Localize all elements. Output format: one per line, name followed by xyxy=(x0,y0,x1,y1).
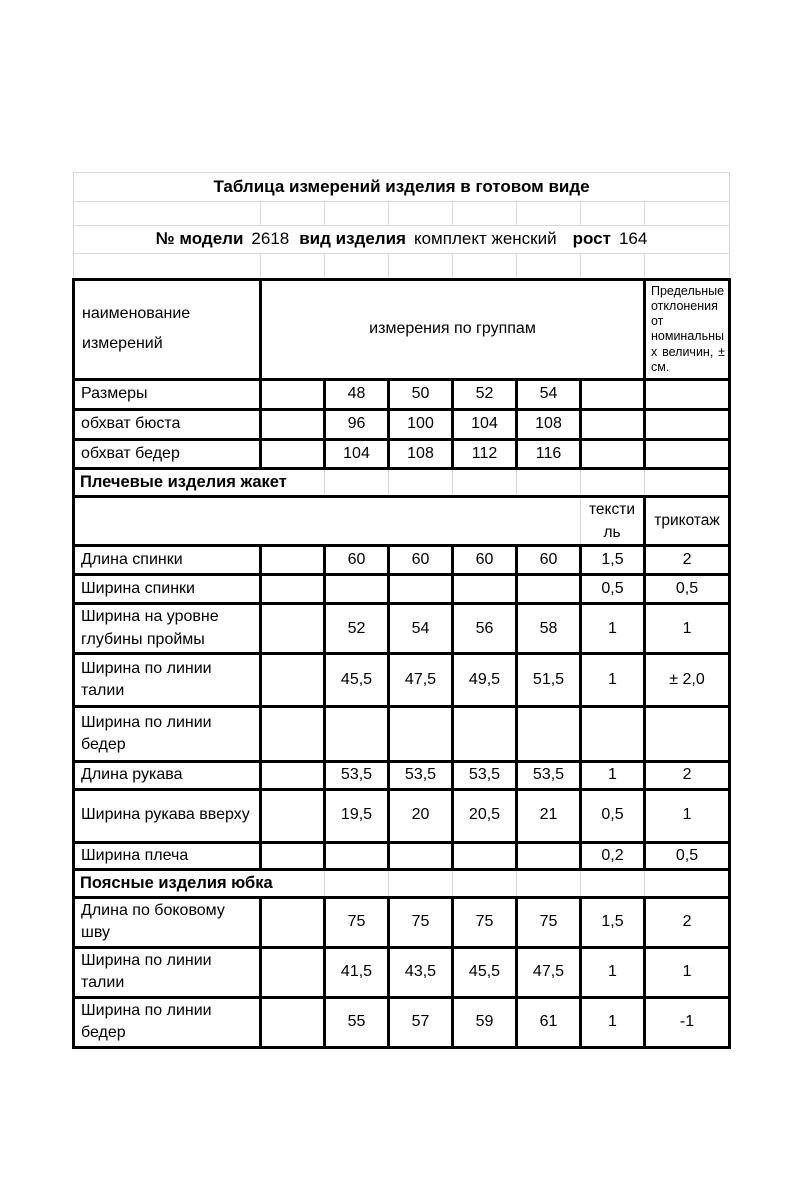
cell-value: 53,5 xyxy=(453,762,517,789)
cell-value: 43,5 xyxy=(389,947,453,997)
tolerance-knitwear: ± 2,0 xyxy=(645,654,730,707)
tolerance-knitwear: 2 xyxy=(645,762,730,789)
empty-cell xyxy=(453,869,517,897)
empty-cell xyxy=(261,762,325,789)
cell-value: 49,5 xyxy=(453,654,517,707)
tolerance-textile: 1 xyxy=(581,762,645,789)
size-value: 48 xyxy=(325,379,389,409)
tolerance-textile: 1 xyxy=(581,997,645,1047)
cell-value xyxy=(453,707,517,762)
cell-value: 75 xyxy=(325,898,389,948)
cell-value: 60 xyxy=(453,546,517,575)
empty-cell xyxy=(581,201,645,225)
height-label: рост xyxy=(572,229,611,249)
empty-cell xyxy=(261,546,325,575)
col-header-groups: измерения по группам xyxy=(261,279,645,379)
row-label: Ширина спинки xyxy=(74,575,261,604)
section-header-jacket: Плечевые изделия жакет xyxy=(74,468,325,496)
empty-cell xyxy=(645,201,730,225)
row-label: Длина рукава xyxy=(74,762,261,789)
empty-cell xyxy=(261,439,325,468)
height-value: 164 xyxy=(618,229,648,249)
spacer-row xyxy=(74,253,730,279)
cell-value: 53,5 xyxy=(325,762,389,789)
row-label: обхват бедер xyxy=(74,439,261,468)
row-label: Размеры xyxy=(74,379,261,409)
cell-value: 47,5 xyxy=(517,947,581,997)
col-header-name: наименование измерений xyxy=(74,279,261,379)
empty-cell xyxy=(581,253,645,279)
cell-value: 75 xyxy=(517,898,581,948)
tolerance-textile: 1,5 xyxy=(581,898,645,948)
empty-cell xyxy=(581,439,645,468)
product-type-label: вид изделия xyxy=(299,229,406,249)
empty-cell xyxy=(645,253,730,279)
table-row xyxy=(74,762,730,789)
cell-value: 59 xyxy=(453,997,517,1047)
empty-cell xyxy=(325,201,389,225)
product-type-value: комплект женский xyxy=(413,229,557,249)
row-label: обхват бюста xyxy=(74,409,261,439)
table-row xyxy=(74,898,730,948)
cell-value: 116 xyxy=(517,439,581,468)
tolerance-knitwear: 1 xyxy=(645,947,730,997)
row-label: Ширина рукава вверху xyxy=(74,789,261,842)
tolerance-textile: 0,5 xyxy=(581,575,645,604)
col-header-textile: текстиль xyxy=(581,496,645,546)
tolerance-textile: 1 xyxy=(581,604,645,654)
empty-cell xyxy=(325,468,389,496)
empty-cell xyxy=(325,253,389,279)
tolerance-knitwear: 1 xyxy=(645,604,730,654)
empty-cell xyxy=(645,409,730,439)
tolerance-textile xyxy=(581,707,645,762)
cell-value: 96 xyxy=(325,409,389,439)
table-row xyxy=(74,707,730,762)
cell-value xyxy=(325,707,389,762)
cell-value: 51,5 xyxy=(517,654,581,707)
empty-cell xyxy=(261,409,325,439)
cell-value: 60 xyxy=(325,546,389,575)
empty-cell xyxy=(517,201,581,225)
table-row xyxy=(74,842,730,869)
cell-value xyxy=(389,707,453,762)
col-header-tolerance: Предельные отклонения от номинальных величин, ± см. xyxy=(645,279,730,379)
empty-cell xyxy=(517,468,581,496)
cell-value xyxy=(517,707,581,762)
table-row xyxy=(74,654,730,707)
tolerance-knitwear xyxy=(645,707,730,762)
tolerance-knitwear: -1 xyxy=(645,997,730,1047)
cell-value: 60 xyxy=(389,546,453,575)
empty-cell xyxy=(261,575,325,604)
cell-value: 108 xyxy=(389,439,453,468)
empty-cell xyxy=(581,869,645,897)
cell-value xyxy=(325,575,389,604)
tolerance-knitwear: 1 xyxy=(645,789,730,842)
spacer-row xyxy=(74,201,730,225)
row-label: Ширина по линии талии xyxy=(74,947,261,997)
empty-cell xyxy=(581,409,645,439)
empty-merged-cell xyxy=(74,496,581,546)
size-value: 54 xyxy=(517,379,581,409)
empty-cell xyxy=(453,468,517,496)
model-number-value: 2618 xyxy=(251,229,290,249)
row-label: Ширина по линии талии xyxy=(74,654,261,707)
empty-cell xyxy=(581,468,645,496)
empty-cell xyxy=(261,947,325,997)
cell-value: 21 xyxy=(517,789,581,842)
empty-cell xyxy=(261,707,325,762)
empty-cell xyxy=(389,869,453,897)
tolerance-textile: 1 xyxy=(581,654,645,707)
empty-cell xyxy=(645,379,730,409)
cell-value: 53,5 xyxy=(389,762,453,789)
table-row xyxy=(74,546,730,575)
tolerance-textile: 0,2 xyxy=(581,842,645,869)
cell-value: 55 xyxy=(325,997,389,1047)
cell-value: 41,5 xyxy=(325,947,389,997)
empty-cell xyxy=(581,379,645,409)
cell-value xyxy=(389,575,453,604)
empty-cell xyxy=(261,997,325,1047)
empty-cell xyxy=(389,201,453,225)
row-label: Ширина на уровне глубины проймы xyxy=(74,604,261,654)
empty-cell xyxy=(389,468,453,496)
empty-cell xyxy=(325,869,389,897)
empty-cell xyxy=(453,253,517,279)
cell-value: 56 xyxy=(453,604,517,654)
table-title: Таблица измерений изделия в готовом виде xyxy=(74,173,730,202)
table-row xyxy=(74,439,730,468)
row-label: Ширина плеча xyxy=(74,842,261,869)
cell-value: 75 xyxy=(389,898,453,948)
tolerance-textile: 1,5 xyxy=(581,546,645,575)
row-label: Длина по боковому шву xyxy=(74,898,261,948)
cell-value xyxy=(325,842,389,869)
cell-value xyxy=(453,842,517,869)
empty-cell xyxy=(261,253,325,279)
empty-cell xyxy=(261,604,325,654)
cell-value: 47,5 xyxy=(389,654,453,707)
size-value: 52 xyxy=(453,379,517,409)
cell-value: 58 xyxy=(517,604,581,654)
tolerance-textile: 0,5 xyxy=(581,789,645,842)
cell-value: 60 xyxy=(517,546,581,575)
cell-value: 100 xyxy=(389,409,453,439)
row-label: Длина спинки xyxy=(74,546,261,575)
empty-cell xyxy=(261,654,325,707)
empty-cell xyxy=(261,898,325,948)
model-number-label: № модели xyxy=(155,229,244,249)
section-header-skirt: Поясные изделия юбка xyxy=(74,869,325,897)
tolerance-textile: 1 xyxy=(581,947,645,997)
cell-value: 57 xyxy=(389,997,453,1047)
empty-cell xyxy=(389,253,453,279)
cell-value: 104 xyxy=(325,439,389,468)
empty-cell xyxy=(261,842,325,869)
cell-value: 104 xyxy=(453,409,517,439)
cell-value: 19,5 xyxy=(325,789,389,842)
cell-value: 112 xyxy=(453,439,517,468)
table-row xyxy=(74,575,730,604)
measurement-table xyxy=(72,172,731,1049)
table-row xyxy=(74,409,730,439)
cell-value: 53,5 xyxy=(517,762,581,789)
table-row xyxy=(74,604,730,654)
empty-cell xyxy=(74,201,261,225)
empty-cell xyxy=(645,439,730,468)
empty-cell xyxy=(453,201,517,225)
size-value: 50 xyxy=(389,379,453,409)
col-header-knitwear: трикотаж xyxy=(645,496,730,546)
cell-value: 52 xyxy=(325,604,389,654)
cell-value: 108 xyxy=(517,409,581,439)
cell-value: 61 xyxy=(517,997,581,1047)
row-label: Ширина по линии бедер xyxy=(74,707,261,762)
empty-cell xyxy=(645,468,730,496)
empty-cell xyxy=(517,869,581,897)
tolerance-knitwear: 2 xyxy=(645,546,730,575)
table-row xyxy=(74,379,730,409)
cell-value: 54 xyxy=(389,604,453,654)
table-row xyxy=(74,997,730,1047)
cell-value: 45,5 xyxy=(453,947,517,997)
cell-value xyxy=(517,842,581,869)
tolerance-knitwear: 0,5 xyxy=(645,842,730,869)
table-row xyxy=(74,789,730,842)
tolerance-knitwear: 2 xyxy=(645,898,730,948)
empty-cell xyxy=(517,253,581,279)
empty-cell xyxy=(261,201,325,225)
empty-cell xyxy=(261,379,325,409)
row-label: Ширина по линии бедер xyxy=(74,997,261,1047)
cell-value: 45,5 xyxy=(325,654,389,707)
empty-cell xyxy=(261,789,325,842)
empty-cell xyxy=(645,869,730,897)
cell-value: 20,5 xyxy=(453,789,517,842)
model-info-row xyxy=(74,225,730,253)
table-row xyxy=(74,947,730,997)
cell-value xyxy=(453,575,517,604)
cell-value xyxy=(389,842,453,869)
cell-value: 75 xyxy=(453,898,517,948)
cell-value xyxy=(517,575,581,604)
tolerance-knitwear: 0,5 xyxy=(645,575,730,604)
empty-cell xyxy=(74,253,261,279)
cell-value: 20 xyxy=(389,789,453,842)
